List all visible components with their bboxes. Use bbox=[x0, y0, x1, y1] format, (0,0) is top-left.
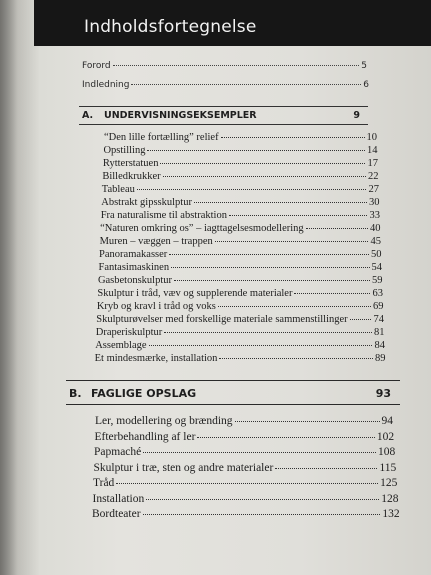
dot-leader bbox=[169, 254, 369, 255]
toc-entry-label: “Naturen omkring os” – iagttagelsesmodellering bbox=[100, 223, 304, 234]
toc-entry-label: Installation bbox=[92, 492, 145, 505]
dot-leader bbox=[149, 345, 373, 346]
toc-entry-page: 5 bbox=[361, 61, 367, 71]
toc-entry bbox=[100, 236, 381, 247]
dot-leader bbox=[350, 319, 372, 320]
toc-entry bbox=[102, 171, 378, 182]
toc-entry-page: 14 bbox=[366, 145, 378, 156]
toc-entry-page: 27 bbox=[368, 184, 379, 195]
toc-entry-page: 115 bbox=[379, 461, 397, 474]
dot-leader bbox=[219, 358, 373, 359]
page-title: Indholdsfortegnelse bbox=[84, 17, 257, 37]
toc-entry-label: Gasbetonskulptur bbox=[97, 275, 173, 286]
dot-leader bbox=[215, 241, 369, 242]
toc-entry-page: 33 bbox=[369, 210, 380, 221]
toc-entry-page: 10 bbox=[366, 132, 377, 143]
toc-entry-label: Muren – væggen – trappen bbox=[99, 236, 213, 247]
toc-entry-page: 54 bbox=[371, 262, 382, 273]
toc-entry-label: Papmaché bbox=[94, 446, 142, 458]
toc-entry bbox=[94, 446, 395, 458]
toc-entry bbox=[95, 431, 395, 443]
toc-entry-page: 74 bbox=[373, 314, 384, 325]
section-a-top-rule bbox=[79, 106, 368, 107]
section-page: 93 bbox=[375, 387, 391, 400]
toc-entry-page: 69 bbox=[372, 301, 384, 312]
toc-entry-label: Tråd bbox=[93, 477, 115, 489]
toc-entry-label: Skulpturøvelser med forskellige materiale sammenstillinger bbox=[96, 314, 348, 325]
toc-entry-label: Tableau bbox=[101, 184, 135, 195]
toc-entry-forord bbox=[82, 61, 367, 71]
toc-entry-label: Billedkrukker bbox=[102, 171, 161, 182]
toc-entry bbox=[93, 477, 397, 489]
dot-leader bbox=[174, 280, 370, 281]
toc-entry bbox=[92, 508, 400, 520]
toc-entry-label: Indledning bbox=[82, 80, 130, 90]
toc-entry-label: Assemblage bbox=[95, 340, 147, 351]
toc-entry-page: 59 bbox=[371, 275, 383, 286]
toc-entry-page: 40 bbox=[369, 223, 381, 234]
dot-leader bbox=[143, 452, 376, 453]
toc-entry-label: Bordteater bbox=[92, 508, 141, 520]
toc-entry bbox=[102, 184, 379, 195]
toc-entry-label: Skulptur i træ, sten og andre materialer bbox=[93, 461, 274, 474]
toc-entry-label: Et mindesmærke, installation bbox=[94, 353, 218, 364]
toc-entry bbox=[96, 327, 385, 338]
dot-leader bbox=[164, 332, 372, 333]
section-letter: A. bbox=[82, 110, 94, 121]
toc-entry-label: Efterbehandling af ler bbox=[94, 430, 196, 443]
toc-entry-page: 128 bbox=[381, 492, 399, 505]
dot-leader bbox=[147, 150, 365, 151]
toc-entry bbox=[99, 262, 383, 273]
dot-leader bbox=[275, 468, 377, 469]
toc-entry-page: 50 bbox=[370, 249, 382, 260]
toc-entry-page: 6 bbox=[363, 80, 369, 90]
section-title: FAGLIGE OPSLAG bbox=[91, 387, 197, 400]
section-letter: B. bbox=[69, 387, 82, 400]
toc-entry bbox=[104, 132, 377, 143]
dot-leader bbox=[146, 499, 379, 500]
toc-entry-label: Skulptur i tråd, væv og supplerende materialer bbox=[97, 288, 293, 299]
toc-entry-label: Panoramakasser bbox=[99, 249, 168, 260]
toc-entry bbox=[95, 353, 386, 364]
toc-entry-page: 94 bbox=[381, 415, 393, 427]
section-b-top-rule bbox=[66, 380, 400, 381]
toc-entry-page: 45 bbox=[370, 236, 381, 247]
dot-leader bbox=[294, 293, 370, 294]
toc-entry-label: Fantasimaskinen bbox=[98, 262, 170, 273]
toc-entry-label: Abstrakt gipsskulptur bbox=[101, 197, 192, 208]
toc-entry bbox=[101, 210, 380, 221]
toc-entry bbox=[95, 340, 385, 351]
section-b-bottom-rule bbox=[66, 404, 400, 405]
dot-leader bbox=[221, 137, 365, 138]
toc-entry bbox=[100, 223, 380, 234]
dot-leader bbox=[171, 267, 369, 268]
section-a-bottom-rule bbox=[79, 124, 368, 125]
toc-entry bbox=[101, 197, 379, 208]
dot-leader bbox=[143, 514, 381, 515]
toc-entry-page: 30 bbox=[369, 197, 380, 208]
toc-entry-label: Rytterstatuen bbox=[102, 158, 159, 169]
dot-leader bbox=[137, 189, 367, 190]
dot-leader bbox=[163, 176, 366, 177]
dot-leader bbox=[218, 306, 371, 307]
page-gutter-shadow bbox=[0, 0, 18, 575]
toc-entry-page: 81 bbox=[374, 327, 385, 338]
toc-entry-label: Draperiskulptur bbox=[95, 327, 163, 338]
toc-entry-page: 102 bbox=[376, 430, 395, 443]
toc-entry-page: 63 bbox=[372, 288, 383, 299]
section-title: UNDERVISNINGSEKSEMPLER bbox=[104, 110, 257, 121]
toc-entry bbox=[96, 314, 384, 325]
toc-entry-label: “Den lille fortælling” relief bbox=[104, 132, 219, 143]
toc-entry-page: 17 bbox=[367, 158, 378, 169]
toc-entry bbox=[97, 301, 384, 312]
dot-leader bbox=[235, 421, 380, 422]
toc-entry-label: Forord bbox=[82, 61, 111, 71]
toc-entry-page: 108 bbox=[377, 446, 396, 458]
toc-entry-page: 22 bbox=[367, 171, 379, 182]
dot-leader bbox=[306, 228, 368, 229]
toc-entry bbox=[99, 249, 381, 260]
toc-entry-page: 84 bbox=[374, 340, 385, 351]
toc-entry bbox=[94, 462, 397, 474]
toc-entry-indledning bbox=[82, 80, 369, 90]
dot-leader bbox=[116, 483, 378, 484]
toc-entry-label: Opstilling bbox=[103, 145, 146, 156]
dot-leader bbox=[197, 437, 374, 438]
section-page: 9 bbox=[353, 110, 360, 121]
toc-entry bbox=[98, 275, 383, 286]
toc-entry bbox=[97, 288, 383, 299]
dot-leader bbox=[160, 163, 365, 164]
dot-leader bbox=[113, 65, 360, 66]
toc-entry-page: 125 bbox=[380, 477, 398, 489]
toc-entry-page: 132 bbox=[382, 508, 400, 520]
toc-entry-page: 89 bbox=[374, 353, 386, 364]
dot-leader bbox=[229, 215, 368, 216]
toc-entry-label: Ler, modellering og brænding bbox=[95, 415, 233, 427]
toc-entry bbox=[93, 493, 399, 505]
dot-leader bbox=[194, 202, 367, 203]
toc-entry bbox=[95, 415, 393, 427]
toc-entry-label: Fra naturalisme til abstraktion bbox=[100, 210, 227, 221]
section-b-heading bbox=[69, 387, 391, 400]
toc-entry bbox=[103, 158, 378, 169]
dot-leader bbox=[131, 84, 361, 85]
toc-entry bbox=[103, 145, 377, 156]
toc-entry-label: Kryb og kravl i tråd og voks bbox=[96, 301, 216, 312]
section-a-heading bbox=[82, 110, 360, 121]
